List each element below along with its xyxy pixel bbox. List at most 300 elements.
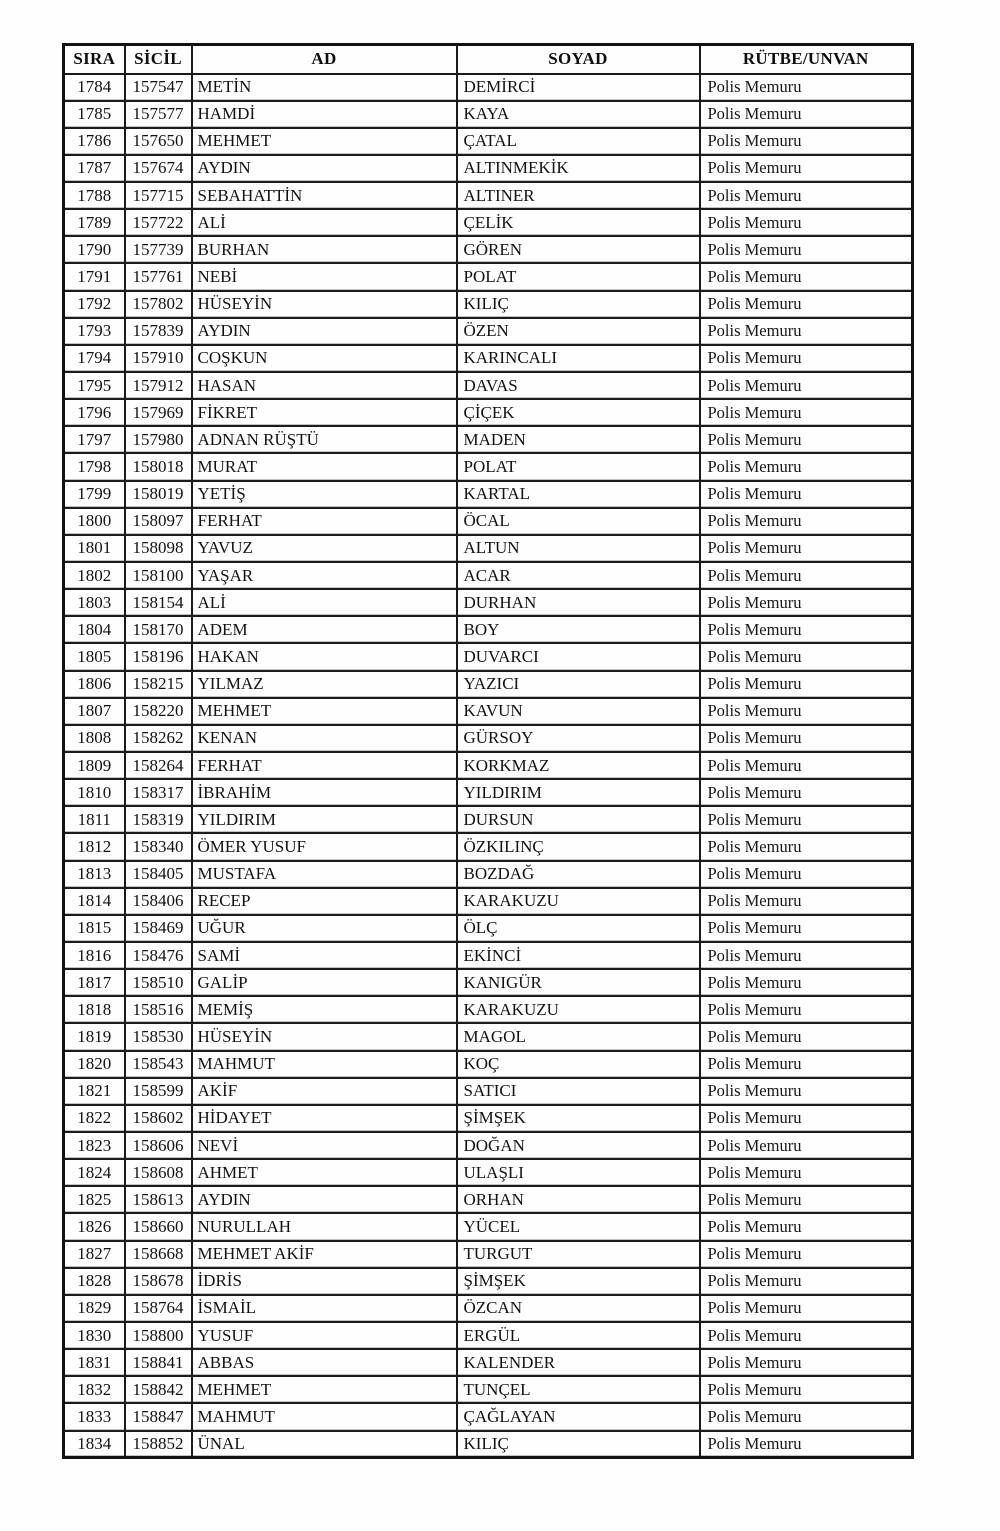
table-row	[64, 481, 913, 508]
column-header-ad: AD	[192, 45, 457, 74]
cell-sicil: 157547	[125, 74, 192, 101]
cell-ad: SEBAHATTİN	[192, 182, 457, 209]
cell-rutbe: Polis Memuru	[700, 969, 913, 996]
cell-soyad: ALTUN	[457, 535, 700, 562]
table-row	[64, 155, 913, 182]
cell-ad: YETİŞ	[192, 481, 457, 508]
table-row	[64, 1295, 913, 1322]
cell-ad: YAVUZ	[192, 535, 457, 562]
personnel-roster-table	[62, 43, 914, 1459]
cell-sicil: 157722	[125, 209, 192, 236]
cell-ad: HÜSEYİN	[192, 1023, 457, 1050]
table-row	[64, 1403, 913, 1430]
cell-soyad: ORHAN	[457, 1186, 700, 1213]
cell-rutbe: Polis Memuru	[700, 725, 913, 752]
cell-ad: AKİF	[192, 1078, 457, 1105]
cell-rutbe: Polis Memuru	[700, 888, 913, 915]
cell-sicil: 158530	[125, 1023, 192, 1050]
cell-ad: HÜSEYİN	[192, 291, 457, 318]
cell-sira: 1787	[64, 155, 125, 182]
cell-ad: ALİ	[192, 589, 457, 616]
cell-sira: 1789	[64, 209, 125, 236]
cell-rutbe: Polis Memuru	[700, 1322, 913, 1349]
table-row	[64, 74, 913, 101]
cell-sira: 1827	[64, 1241, 125, 1268]
cell-rutbe: Polis Memuru	[700, 535, 913, 562]
cell-ad: MURAT	[192, 453, 457, 480]
cell-ad: ÜNAL	[192, 1431, 457, 1458]
cell-sira: 1800	[64, 508, 125, 535]
cell-rutbe: Polis Memuru	[700, 589, 913, 616]
cell-sicil: 158098	[125, 535, 192, 562]
cell-rutbe: Polis Memuru	[700, 1349, 913, 1376]
table-row	[64, 318, 913, 345]
cell-ad: AYDIN	[192, 1186, 457, 1213]
cell-soyad: GÖREN	[457, 236, 700, 263]
cell-sicil: 158406	[125, 888, 192, 915]
cell-ad: ÖMER YUSUF	[192, 833, 457, 860]
cell-sicil: 158510	[125, 969, 192, 996]
cell-ad: NURULLAH	[192, 1213, 457, 1240]
cell-sicil: 158660	[125, 1213, 192, 1240]
cell-sira: 1823	[64, 1132, 125, 1159]
cell-sira: 1802	[64, 562, 125, 589]
table-body	[64, 74, 913, 1458]
cell-sira: 1809	[64, 752, 125, 779]
cell-soyad: KILIÇ	[457, 1431, 700, 1458]
cell-soyad: KAVUN	[457, 698, 700, 725]
table-row	[64, 861, 913, 888]
cell-sicil: 158852	[125, 1431, 192, 1458]
table-row	[64, 345, 913, 372]
cell-rutbe: Polis Memuru	[700, 1132, 913, 1159]
cell-soyad: DURSUN	[457, 806, 700, 833]
cell-soyad: BOY	[457, 616, 700, 643]
cell-sira: 1824	[64, 1159, 125, 1186]
cell-sira: 1794	[64, 345, 125, 372]
table-row	[64, 616, 913, 643]
cell-soyad: SATICI	[457, 1078, 700, 1105]
table-row	[64, 752, 913, 779]
cell-rutbe: Polis Memuru	[700, 1295, 913, 1322]
cell-sicil: 158405	[125, 861, 192, 888]
cell-rutbe: Polis Memuru	[700, 1213, 913, 1240]
cell-sira: 1808	[64, 725, 125, 752]
cell-sicil: 158668	[125, 1241, 192, 1268]
cell-sicil: 158800	[125, 1322, 192, 1349]
cell-soyad: ŞİMŞEK	[457, 1105, 700, 1132]
cell-sira: 1831	[64, 1349, 125, 1376]
cell-sicil: 158476	[125, 942, 192, 969]
cell-rutbe: Polis Memuru	[700, 643, 913, 670]
cell-soyad: KARAKUZU	[457, 888, 700, 915]
cell-ad: YILDIRIM	[192, 806, 457, 833]
table-row	[64, 101, 913, 128]
cell-ad: MEHMET	[192, 698, 457, 725]
cell-soyad: DEMİRCİ	[457, 74, 700, 101]
cell-sicil: 158543	[125, 1051, 192, 1078]
table-row	[64, 291, 913, 318]
column-header-sira: SIRA	[64, 45, 125, 74]
cell-rutbe: Polis Memuru	[700, 453, 913, 480]
cell-soyad: DAVAS	[457, 372, 700, 399]
cell-sicil: 158516	[125, 996, 192, 1023]
cell-ad: MAHMUT	[192, 1051, 457, 1078]
table-row	[64, 996, 913, 1023]
cell-sira: 1804	[64, 616, 125, 643]
column-header-soyad: SOYAD	[457, 45, 700, 74]
cell-soyad: TURGUT	[457, 1241, 700, 1268]
cell-sicil: 158018	[125, 453, 192, 480]
cell-ad: ADNAN RÜŞTÜ	[192, 426, 457, 453]
table-row	[64, 1376, 913, 1403]
cell-sira: 1799	[64, 481, 125, 508]
table-row	[64, 1078, 913, 1105]
table-row	[64, 1186, 913, 1213]
table-row	[64, 806, 913, 833]
cell-sira: 1818	[64, 996, 125, 1023]
cell-rutbe: Polis Memuru	[700, 1078, 913, 1105]
cell-soyad: DURHAN	[457, 589, 700, 616]
cell-sicil: 158613	[125, 1186, 192, 1213]
cell-sira: 1790	[64, 236, 125, 263]
cell-ad: ABBAS	[192, 1349, 457, 1376]
cell-soyad: POLAT	[457, 263, 700, 290]
cell-sira: 1815	[64, 915, 125, 942]
cell-sicil: 158678	[125, 1268, 192, 1295]
cell-ad: SAMİ	[192, 942, 457, 969]
table-row	[64, 1023, 913, 1050]
cell-rutbe: Polis Memuru	[700, 291, 913, 318]
cell-soyad: KOÇ	[457, 1051, 700, 1078]
cell-sira: 1828	[64, 1268, 125, 1295]
cell-soyad: GÜRSOY	[457, 725, 700, 752]
table-row	[64, 1268, 913, 1295]
cell-soyad: KARINCALI	[457, 345, 700, 372]
cell-sicil: 158220	[125, 698, 192, 725]
cell-sicil: 158196	[125, 643, 192, 670]
table-row	[64, 725, 913, 752]
cell-rutbe: Polis Memuru	[700, 779, 913, 806]
cell-sicil: 158340	[125, 833, 192, 860]
cell-rutbe: Polis Memuru	[700, 861, 913, 888]
cell-sira: 1817	[64, 969, 125, 996]
cell-sicil: 158602	[125, 1105, 192, 1132]
table-row	[64, 562, 913, 589]
cell-sira: 1795	[64, 372, 125, 399]
table-header-row	[64, 45, 913, 74]
cell-rutbe: Polis Memuru	[700, 1186, 913, 1213]
table-row	[64, 671, 913, 698]
cell-rutbe: Polis Memuru	[700, 209, 913, 236]
cell-rutbe: Polis Memuru	[700, 698, 913, 725]
column-header-rutbe: RÜTBE/UNVAN	[700, 45, 913, 74]
cell-rutbe: Polis Memuru	[700, 671, 913, 698]
cell-sicil: 158469	[125, 915, 192, 942]
cell-soyad: ULAŞLI	[457, 1159, 700, 1186]
cell-soyad: ÇİÇEK	[457, 399, 700, 426]
cell-sira: 1813	[64, 861, 125, 888]
cell-rutbe: Polis Memuru	[700, 345, 913, 372]
table-row	[64, 1241, 913, 1268]
cell-sicil: 158608	[125, 1159, 192, 1186]
cell-soyad: KORKMAZ	[457, 752, 700, 779]
cell-soyad: KANIGÜR	[457, 969, 700, 996]
cell-ad: HAKAN	[192, 643, 457, 670]
cell-rutbe: Polis Memuru	[700, 942, 913, 969]
table-row	[64, 942, 913, 969]
cell-ad: FERHAT	[192, 508, 457, 535]
cell-sicil: 157969	[125, 399, 192, 426]
cell-soyad: DUVARCI	[457, 643, 700, 670]
cell-rutbe: Polis Memuru	[700, 1105, 913, 1132]
cell-soyad: ALTINMEKİK	[457, 155, 700, 182]
cell-ad: MEHMET	[192, 1376, 457, 1403]
cell-sira: 1791	[64, 263, 125, 290]
cell-sira: 1834	[64, 1431, 125, 1458]
cell-rutbe: Polis Memuru	[700, 996, 913, 1023]
table-row	[64, 833, 913, 860]
cell-rutbe: Polis Memuru	[700, 372, 913, 399]
cell-ad: GALİP	[192, 969, 457, 996]
cell-sira: 1816	[64, 942, 125, 969]
table-row	[64, 1132, 913, 1159]
cell-sicil: 157839	[125, 318, 192, 345]
table-row	[64, 508, 913, 535]
cell-rutbe: Polis Memuru	[700, 1268, 913, 1295]
column-header-sicil: SİCİL	[125, 45, 192, 74]
cell-sicil: 158097	[125, 508, 192, 535]
cell-soyad: ÖLÇ	[457, 915, 700, 942]
table-row	[64, 209, 913, 236]
cell-sira: 1819	[64, 1023, 125, 1050]
table-row	[64, 453, 913, 480]
cell-sicil: 157650	[125, 128, 192, 155]
cell-rutbe: Polis Memuru	[700, 1376, 913, 1403]
cell-sira: 1798	[64, 453, 125, 480]
cell-sicil: 157577	[125, 101, 192, 128]
cell-soyad: ÖZKILINÇ	[457, 833, 700, 860]
cell-sira: 1807	[64, 698, 125, 725]
cell-soyad: POLAT	[457, 453, 700, 480]
cell-rutbe: Polis Memuru	[700, 1051, 913, 1078]
cell-rutbe: Polis Memuru	[700, 318, 913, 345]
cell-ad: NEBİ	[192, 263, 457, 290]
cell-sira: 1832	[64, 1376, 125, 1403]
table-header	[64, 45, 913, 74]
cell-soyad: ERGÜL	[457, 1322, 700, 1349]
cell-rutbe: Polis Memuru	[700, 833, 913, 860]
table-row	[64, 182, 913, 209]
cell-ad: MUSTAFA	[192, 861, 457, 888]
cell-sira: 1792	[64, 291, 125, 318]
table-row	[64, 1431, 913, 1458]
cell-soyad: MAGOL	[457, 1023, 700, 1050]
cell-sira: 1801	[64, 535, 125, 562]
table-row	[64, 888, 913, 915]
cell-soyad: BOZDAĞ	[457, 861, 700, 888]
cell-soyad: KALENDER	[457, 1349, 700, 1376]
cell-sira: 1810	[64, 779, 125, 806]
cell-sicil: 157715	[125, 182, 192, 209]
cell-sicil: 158019	[125, 481, 192, 508]
cell-ad: KENAN	[192, 725, 457, 752]
cell-ad: FERHAT	[192, 752, 457, 779]
cell-sira: 1793	[64, 318, 125, 345]
cell-soyad: ALTINER	[457, 182, 700, 209]
cell-sicil: 158317	[125, 779, 192, 806]
cell-sira: 1806	[64, 671, 125, 698]
cell-ad: NEVİ	[192, 1132, 457, 1159]
cell-rutbe: Polis Memuru	[700, 915, 913, 942]
cell-rutbe: Polis Memuru	[700, 806, 913, 833]
cell-ad: AHMET	[192, 1159, 457, 1186]
cell-soyad: KAYA	[457, 101, 700, 128]
table-row	[64, 969, 913, 996]
cell-rutbe: Polis Memuru	[700, 562, 913, 589]
cell-sira: 1797	[64, 426, 125, 453]
cell-ad: İSMAİL	[192, 1295, 457, 1322]
cell-rutbe: Polis Memuru	[700, 263, 913, 290]
cell-sicil: 158100	[125, 562, 192, 589]
cell-soyad: YAZICI	[457, 671, 700, 698]
cell-rutbe: Polis Memuru	[700, 399, 913, 426]
cell-ad: BURHAN	[192, 236, 457, 263]
cell-sicil: 157739	[125, 236, 192, 263]
cell-sira: 1820	[64, 1051, 125, 1078]
cell-ad: MAHMUT	[192, 1403, 457, 1430]
cell-sicil: 157910	[125, 345, 192, 372]
cell-sicil: 158262	[125, 725, 192, 752]
cell-sicil: 158764	[125, 1295, 192, 1322]
table-row	[64, 698, 913, 725]
cell-ad: MEHMET	[192, 128, 457, 155]
cell-rutbe: Polis Memuru	[700, 155, 913, 182]
cell-rutbe: Polis Memuru	[700, 481, 913, 508]
cell-sira: 1821	[64, 1078, 125, 1105]
cell-sira: 1784	[64, 74, 125, 101]
cell-ad: HİDAYET	[192, 1105, 457, 1132]
cell-soyad: ÇAĞLAYAN	[457, 1403, 700, 1430]
cell-soyad: DOĞAN	[457, 1132, 700, 1159]
table-row	[64, 372, 913, 399]
table-row	[64, 1105, 913, 1132]
cell-soyad: TUNÇEL	[457, 1376, 700, 1403]
table-row	[64, 399, 913, 426]
cell-sicil: 158599	[125, 1078, 192, 1105]
cell-ad: MEMİŞ	[192, 996, 457, 1023]
cell-sicil: 158606	[125, 1132, 192, 1159]
cell-ad: İBRAHİM	[192, 779, 457, 806]
cell-rutbe: Polis Memuru	[700, 752, 913, 779]
cell-rutbe: Polis Memuru	[700, 1023, 913, 1050]
table-row	[64, 426, 913, 453]
table-row	[64, 263, 913, 290]
cell-ad: YUSUF	[192, 1322, 457, 1349]
table-row	[64, 643, 913, 670]
table-row	[64, 1051, 913, 1078]
cell-ad: AYDIN	[192, 155, 457, 182]
cell-sicil: 158842	[125, 1376, 192, 1403]
cell-ad: FİKRET	[192, 399, 457, 426]
cell-sicil: 158170	[125, 616, 192, 643]
cell-sicil: 157802	[125, 291, 192, 318]
cell-soyad: ÖCAL	[457, 508, 700, 535]
cell-sicil: 157980	[125, 426, 192, 453]
cell-sicil: 158841	[125, 1349, 192, 1376]
cell-ad: RECEP	[192, 888, 457, 915]
cell-soyad: ÖZEN	[457, 318, 700, 345]
cell-sira: 1785	[64, 101, 125, 128]
cell-sicil: 157912	[125, 372, 192, 399]
cell-rutbe: Polis Memuru	[700, 508, 913, 535]
cell-sira: 1812	[64, 833, 125, 860]
cell-sira: 1826	[64, 1213, 125, 1240]
table-row	[64, 1349, 913, 1376]
cell-sira: 1805	[64, 643, 125, 670]
cell-sicil: 157674	[125, 155, 192, 182]
table-row	[64, 589, 913, 616]
cell-sira: 1796	[64, 399, 125, 426]
cell-soyad: ÖZCAN	[457, 1295, 700, 1322]
table-row	[64, 1213, 913, 1240]
cell-ad: YILMAZ	[192, 671, 457, 698]
table-row	[64, 915, 913, 942]
cell-soyad: ÇELİK	[457, 209, 700, 236]
cell-ad: HAMDİ	[192, 101, 457, 128]
cell-rutbe: Polis Memuru	[700, 101, 913, 128]
cell-soyad: ÇATAL	[457, 128, 700, 155]
cell-ad: YAŞAR	[192, 562, 457, 589]
cell-ad: HASAN	[192, 372, 457, 399]
cell-sicil: 158319	[125, 806, 192, 833]
cell-rutbe: Polis Memuru	[700, 74, 913, 101]
table-row	[64, 1159, 913, 1186]
table-row	[64, 128, 913, 155]
cell-ad: MEHMET AKİF	[192, 1241, 457, 1268]
table-row	[64, 535, 913, 562]
cell-sira: 1814	[64, 888, 125, 915]
cell-soyad: ACAR	[457, 562, 700, 589]
cell-rutbe: Polis Memuru	[700, 426, 913, 453]
cell-sira: 1786	[64, 128, 125, 155]
cell-soyad: KARTAL	[457, 481, 700, 508]
table-row	[64, 1322, 913, 1349]
cell-rutbe: Polis Memuru	[700, 1403, 913, 1430]
cell-sicil: 157761	[125, 263, 192, 290]
cell-soyad: YÜCEL	[457, 1213, 700, 1240]
cell-ad: ALİ	[192, 209, 457, 236]
cell-soyad: YILDIRIM	[457, 779, 700, 806]
cell-ad: İDRİS	[192, 1268, 457, 1295]
cell-soyad: EKİNCİ	[457, 942, 700, 969]
cell-ad: ADEM	[192, 616, 457, 643]
cell-soyad: KILIÇ	[457, 291, 700, 318]
cell-rutbe: Polis Memuru	[700, 1159, 913, 1186]
table-row	[64, 236, 913, 263]
cell-sira: 1803	[64, 589, 125, 616]
cell-soyad: ŞİMŞEK	[457, 1268, 700, 1295]
cell-ad: UĞUR	[192, 915, 457, 942]
cell-rutbe: Polis Memuru	[700, 128, 913, 155]
cell-sicil: 158264	[125, 752, 192, 779]
cell-sira: 1811	[64, 806, 125, 833]
cell-soyad: MADEN	[457, 426, 700, 453]
cell-ad: COŞKUN	[192, 345, 457, 372]
cell-sira: 1829	[64, 1295, 125, 1322]
cell-ad: AYDIN	[192, 318, 457, 345]
cell-sicil: 158215	[125, 671, 192, 698]
